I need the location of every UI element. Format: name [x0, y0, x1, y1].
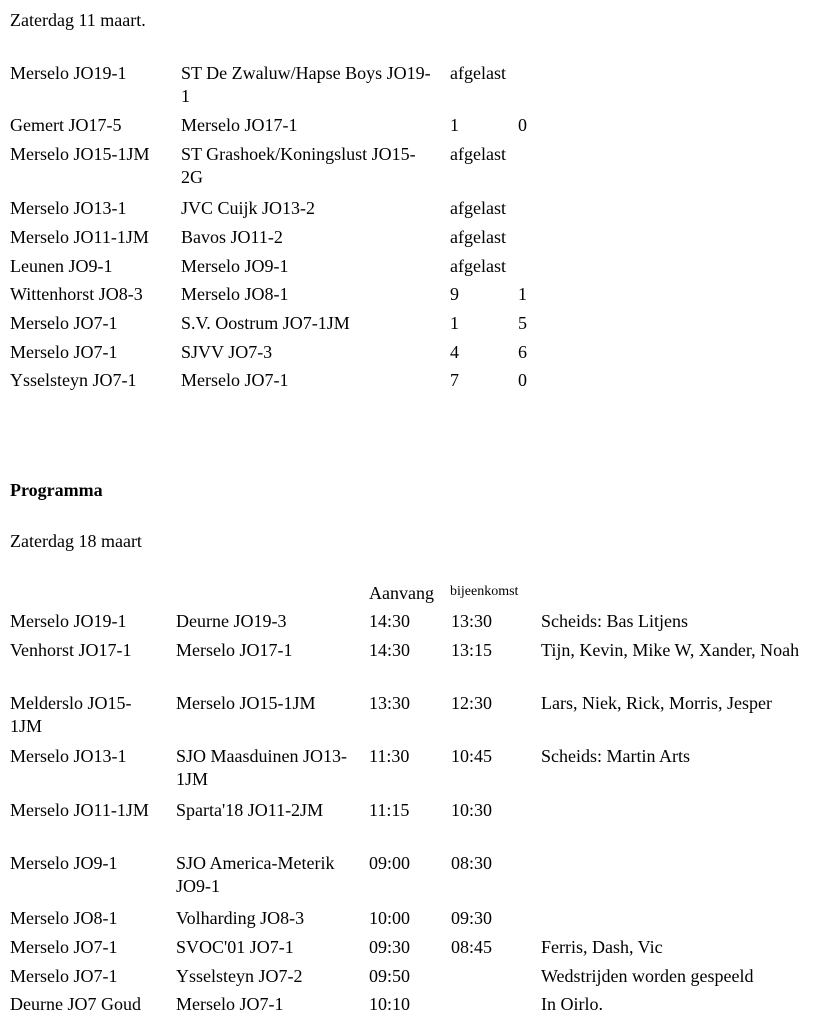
away-team: Sparta'18 JO11-2JM [176, 800, 324, 820]
home-team: Merselo JO13-1 [10, 746, 127, 766]
start-time: 10:00 [369, 908, 411, 928]
score-away: 1 [518, 284, 527, 304]
home-team: Melderslo JO15-1JM [10, 693, 132, 736]
home-team: Merselo JO7-1 [10, 342, 118, 362]
away-team: SJO Maasduinen JO13-1JM [176, 746, 347, 789]
score-home: afgelast [450, 227, 506, 247]
away-team: SVOC'01 JO7-1 [176, 937, 294, 957]
home-team: Merselo JO19-1 [10, 63, 127, 83]
score-home: afgelast [450, 198, 506, 218]
score-away: 5 [518, 313, 527, 333]
row-note: Lars, Niek, Rick, Morris, Jesper [541, 693, 772, 713]
score-home: 7 [450, 370, 459, 390]
column-header-start: Aanvang [369, 583, 434, 603]
start-time: 11:30 [369, 746, 410, 766]
row-note: Scheids: Martin Arts [541, 746, 690, 766]
away-team: Merselo JO7-1 [181, 370, 289, 390]
start-time: 14:30 [369, 640, 411, 660]
score-home: 4 [450, 342, 459, 362]
away-team: JVC Cuijk JO13-2 [181, 198, 316, 218]
away-team: Merselo JO17-1 [176, 640, 293, 660]
score-home: afgelast [450, 144, 506, 164]
meet-time: 09:30 [451, 908, 493, 928]
start-time: 11:15 [369, 800, 410, 820]
meet-time: 08:30 [451, 853, 493, 873]
away-team: Bavos JO11-2 [181, 227, 283, 247]
away-team: SJO America-Meterik JO9-1 [176, 853, 335, 896]
score-home: afgelast [450, 256, 506, 276]
away-team: ST De Zwaluw/Hapse Boys JO19-1 [181, 63, 431, 106]
home-team: Merselo JO13-1 [10, 198, 127, 218]
away-team: Deurne JO19-3 [176, 611, 287, 631]
home-team: Merselo JO7-1 [10, 966, 118, 986]
row-note: Scheids: Bas Litjens [541, 611, 688, 631]
score-away: 0 [518, 370, 527, 390]
home-team: Leunen JO9-1 [10, 256, 113, 276]
start-time: 09:00 [369, 853, 411, 873]
row-note: Wedstrijden worden gespeeld [541, 966, 754, 986]
away-team: Merselo JO7-1 [176, 994, 284, 1014]
row-note: In Oirlo. [541, 994, 603, 1014]
home-team: Merselo JO8-1 [10, 908, 118, 928]
programma-date: Zaterdag 18 maart [10, 531, 142, 551]
away-team: Merselo JO17-1 [181, 115, 298, 135]
score-home: 1 [450, 313, 459, 333]
home-team: Deurne JO7 Goud [10, 994, 141, 1014]
meet-time: 12:30 [451, 693, 493, 713]
start-time: 09:30 [369, 937, 411, 957]
meet-time: 10:30 [451, 800, 493, 820]
meet-time: 10:45 [451, 746, 493, 766]
start-time: 14:30 [369, 611, 411, 631]
away-team: Ysselsteyn JO7-2 [176, 966, 303, 986]
away-team: S.V. Oostrum JO7-1JM [181, 313, 350, 333]
home-team: Merselo JO15-1JM [10, 144, 150, 164]
meet-time: 13:15 [451, 640, 493, 660]
home-team: Merselo JO7-1 [10, 937, 118, 957]
home-team: Wittenhorst JO8-3 [10, 284, 143, 304]
away-team: Merselo JO15-1JM [176, 693, 316, 713]
score-home: 9 [450, 284, 459, 304]
away-team: SJVV JO7-3 [181, 342, 273, 362]
away-team: Volharding JO8-3 [176, 908, 305, 928]
score-away: 0 [518, 115, 527, 135]
column-header-meet: bijeenkomst [450, 584, 519, 599]
home-team: Merselo JO11-1JM [10, 800, 149, 820]
away-team: Merselo JO8-1 [181, 284, 289, 304]
away-team: ST Grashoek/Koningslust JO15-2G [181, 144, 416, 187]
home-team: Gemert JO17-5 [10, 115, 122, 135]
score-home: afgelast [450, 63, 506, 83]
row-note: Ferris, Dash, Vic [541, 937, 663, 957]
row-note: Tijn, Kevin, Mike W, Xander, Noah [541, 640, 800, 660]
meet-time: 08:45 [451, 937, 493, 957]
score-home: 1 [450, 115, 459, 135]
home-team: Merselo JO19-1 [10, 611, 127, 631]
start-time: 10:10 [369, 994, 411, 1014]
programma-heading: Programma [10, 480, 103, 500]
away-team: Merselo JO9-1 [181, 256, 289, 276]
start-time: 09:50 [369, 966, 411, 986]
score-away: 6 [518, 342, 527, 362]
home-team: Venhorst JO17-1 [10, 640, 132, 660]
home-team: Ysselsteyn JO7-1 [10, 370, 137, 390]
meet-time: 13:30 [451, 611, 493, 631]
home-team: Merselo JO7-1 [10, 313, 118, 333]
home-team: Merselo JO11-1JM [10, 227, 149, 247]
start-time: 13:30 [369, 693, 411, 713]
home-team: Merselo JO9-1 [10, 853, 118, 873]
results-date: Zaterdag 11 maart. [10, 10, 146, 30]
